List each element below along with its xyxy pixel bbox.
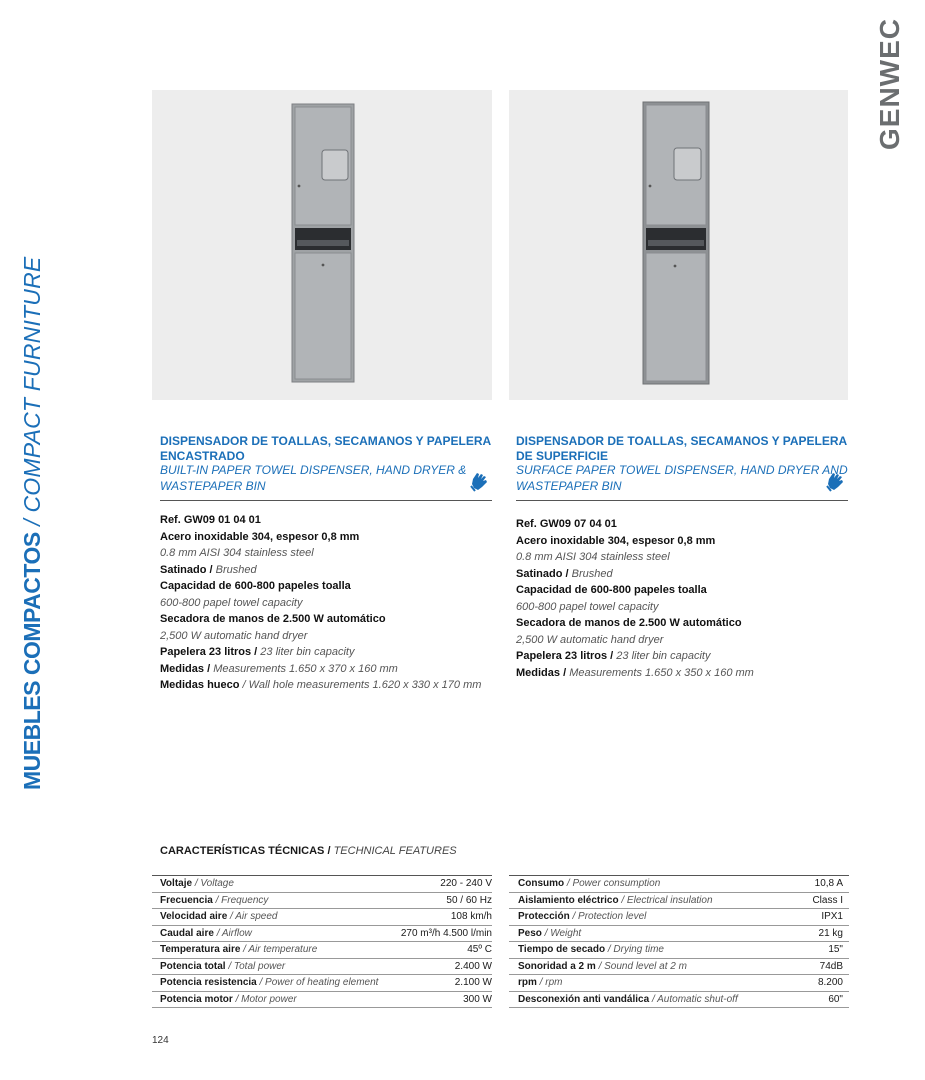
product2-specs: [516, 516, 754, 681]
spec-line: 0.8 mm AISI 304 stainless steel: [516, 551, 670, 563]
spec-line: 600-800 papel towel capacity: [516, 600, 659, 613]
table-row: Potencia resistencia / Power of heating element 2.100 W: [152, 975, 492, 992]
spec-line: 2,500 W automatic hand dryer: [160, 629, 308, 642]
spec-line: Papelera 23 litros / 23 liter bin capacity: [516, 650, 711, 662]
table-row: Caudal aire / Airflow 270 m³/h 4.500 l/min: [152, 925, 492, 942]
spec-line: Medidas / Measurements 1.650 x 350 x 160 mm: [516, 666, 754, 679]
product-image-surface: [509, 90, 848, 400]
page-number: 124: [152, 1035, 169, 1046]
spec-line: 600-800 papel towel capacity: [160, 596, 303, 609]
spec-line: Secadora de manos de 2.500 W automático: [160, 613, 386, 625]
product1-title-en: BUILT-IN PAPER TOWEL DISPENSER, HAND DRYER & WASTEPAPER BIN: [160, 463, 467, 493]
spec-line: Satinado / Brushed: [160, 563, 257, 576]
spec-line: 0.8 mm AISI 304 stainless steel: [160, 547, 314, 559]
technical-features-title: CARACTERÍSTICAS TÉCNICAS / TECHNICAL FEATURES: [160, 845, 457, 857]
table-row: Aislamiento eléctrico / Electrical insulation Class I: [509, 892, 849, 909]
table-row: Temperatura aire / Air temperature 45º C: [152, 942, 492, 959]
spec-line: 2,500 W automatic hand dryer: [516, 633, 664, 646]
table-row: Velocidad aire / Air speed 108 km/h: [152, 909, 492, 926]
surface-dispenser-illustration: [509, 90, 848, 400]
section-title-es: MUEBLES COMPACTOS: [19, 532, 45, 790]
table-row: Peso / Weight 21 kg: [509, 925, 849, 942]
hand-dryer-icon: [826, 470, 846, 492]
tech-table-right: [509, 875, 849, 1008]
spec-line: Acero inoxidable 304, espesor 0,8 mm: [160, 530, 360, 543]
spec-line: Satinado / Brushed: [516, 567, 613, 580]
table-row: Tiempo de secado / Drying time 15": [509, 942, 849, 959]
table-row: Desconexión anti vandálica / Automatic shut-off 60": [509, 991, 849, 1008]
hand-dryer-icon: [470, 470, 490, 492]
brand-logo: GENWEC: [874, 18, 905, 150]
table-row: rpm / rpm 8.200: [509, 975, 849, 992]
table-row: Potencia motor / Motor power 300 W: [152, 991, 492, 1008]
product1-specs: [160, 512, 481, 694]
spec-line: Medidas hueco / Wall hole measurements 1.620 x 330 x 170 mm: [160, 679, 482, 691]
product2-title-en: SURFACE PAPER TOWEL DISPENSER, HAND DRYER AND WASTEPAPER BIN: [516, 463, 848, 493]
spec-line: Ref. GW09 01 04 01: [160, 514, 261, 526]
product-image-builtin: [152, 90, 492, 400]
table-row: Protección / Protection level IPX1: [509, 909, 849, 926]
table-row: Consumo / Power consumption 10,8 A: [509, 876, 849, 893]
table-row: Sonoridad a 2 m / Sound level at 2 m 74dB: [509, 958, 849, 975]
spec-line: Capacidad de 600-800 papeles toalla: [516, 584, 707, 596]
spec-line: Ref. GW09 07 04 01: [516, 518, 617, 530]
spec-line: Papelera 23 litros / 23 liter bin capacity: [160, 646, 355, 658]
section-title-en: / COMPACT FURNITURE: [19, 256, 45, 533]
tech-table-left: [152, 875, 492, 1008]
product1-divider: [160, 500, 492, 501]
spec-line: Capacidad de 600-800 papeles toalla: [160, 580, 351, 592]
product2-title-es: DISPENSADOR DE TOALLAS, SECAMANOS Y PAPELERA DE SUPERFICIE: [516, 434, 848, 463]
builtin-dispenser-illustration: [152, 90, 492, 400]
product1-title-es: DISPENSADOR DE TOALLAS, SECAMANOS Y PAPELERA ENCASTRADO: [160, 434, 492, 463]
spec-line: Medidas / Measurements 1.650 x 370 x 160 mm: [160, 662, 398, 675]
table-row: Potencia total / Total power 2.400 W: [152, 958, 492, 975]
spec-line: Secadora de manos de 2.500 W automático: [516, 617, 742, 629]
product2-divider: [516, 500, 848, 501]
table-row: Frecuencia / Frequency 50 / 60 Hz: [152, 892, 492, 909]
section-title: [20, 257, 44, 790]
table-row: Voltaje / Voltage 220 - 240 V: [152, 876, 492, 893]
spec-line: Acero inoxidable 304, espesor 0,8 mm: [516, 534, 716, 547]
